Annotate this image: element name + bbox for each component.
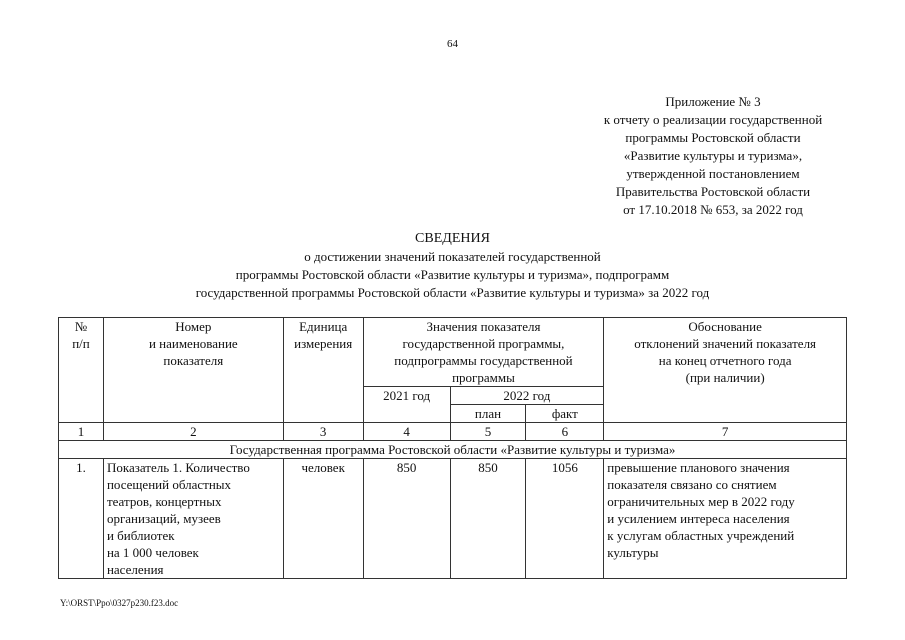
page-number: 64 <box>447 38 458 50</box>
header-reason: Обоснование отклонений значений показателя на конец отчетного года (при наличии) <box>604 318 847 423</box>
row-reason: превышение планового значения показателя связано со снятием ограничительных мер в 2022 году и усилением интереса населения к услугам областных учреждений культуры <box>604 459 847 579</box>
column-number-row <box>59 423 847 441</box>
row-unit: человек <box>283 459 363 579</box>
col-number: 5 <box>450 423 526 441</box>
header-year-2021: 2021 год <box>363 387 450 423</box>
heading-line: программы Ростовской области «Развитие культуры и туризма», подпрограмм <box>235 267 670 282</box>
col-number: 4 <box>363 423 450 441</box>
heading-line: о достижении значений показателей государственной <box>304 249 601 264</box>
table-header-row <box>59 318 847 387</box>
appendix-line: к отчету о реализации государственной <box>603 112 823 127</box>
col-number: 1 <box>59 423 104 441</box>
row-name: Показатель 1. Количество посещений областных театров, концертных организаций, музеев и библиотек на 1 000 человек населения <box>103 459 283 579</box>
appendix-line: Правительства Ростовской области <box>615 184 811 199</box>
appendix-block <box>523 93 843 219</box>
document-title: СВЕДЕНИЯ <box>415 231 490 246</box>
document-heading <box>0 230 905 302</box>
appendix-line: Приложение № 3 <box>665 94 761 109</box>
col-number: 2 <box>103 423 283 441</box>
header-name: Номер и наименование показателя <box>103 318 283 423</box>
row-plan: 850 <box>450 459 526 579</box>
col-number: 7 <box>604 423 847 441</box>
heading-line: государственной программы Ростовской области «Развитие культуры и туризма» за 2022 год <box>195 285 710 300</box>
file-path-footer: Y:\ORST\Ppo\0327p230.f23.doc <box>60 598 179 608</box>
col-number: 6 <box>526 423 604 441</box>
appendix-line: от 17.10.2018 № 653, за 2022 год <box>623 202 803 217</box>
table-row <box>59 459 847 579</box>
header-unit: Единица измерения <box>283 318 363 423</box>
section-title: Государственная программа Ростовской области «Развитие культуры и туризма» <box>59 441 847 459</box>
appendix-line: «Развитие культуры и туризма», <box>623 148 803 163</box>
header-plan: план <box>450 405 526 423</box>
row-fact: 1056 <box>526 459 604 579</box>
header-year-2022: 2022 год <box>450 387 604 405</box>
header-values: Значения показателя государственной программы, подпрограммы государственной программы <box>363 318 604 387</box>
section-row <box>59 441 847 459</box>
header-num: № п/п <box>59 318 104 423</box>
appendix-line: программы Ростовской области <box>625 130 801 145</box>
header-fact: факт <box>526 405 604 423</box>
col-number: 3 <box>283 423 363 441</box>
row-num: 1. <box>59 459 104 579</box>
row-2021: 850 <box>363 459 450 579</box>
appendix-line: утвержденной постановлением <box>626 166 800 181</box>
indicators-table <box>58 317 847 579</box>
